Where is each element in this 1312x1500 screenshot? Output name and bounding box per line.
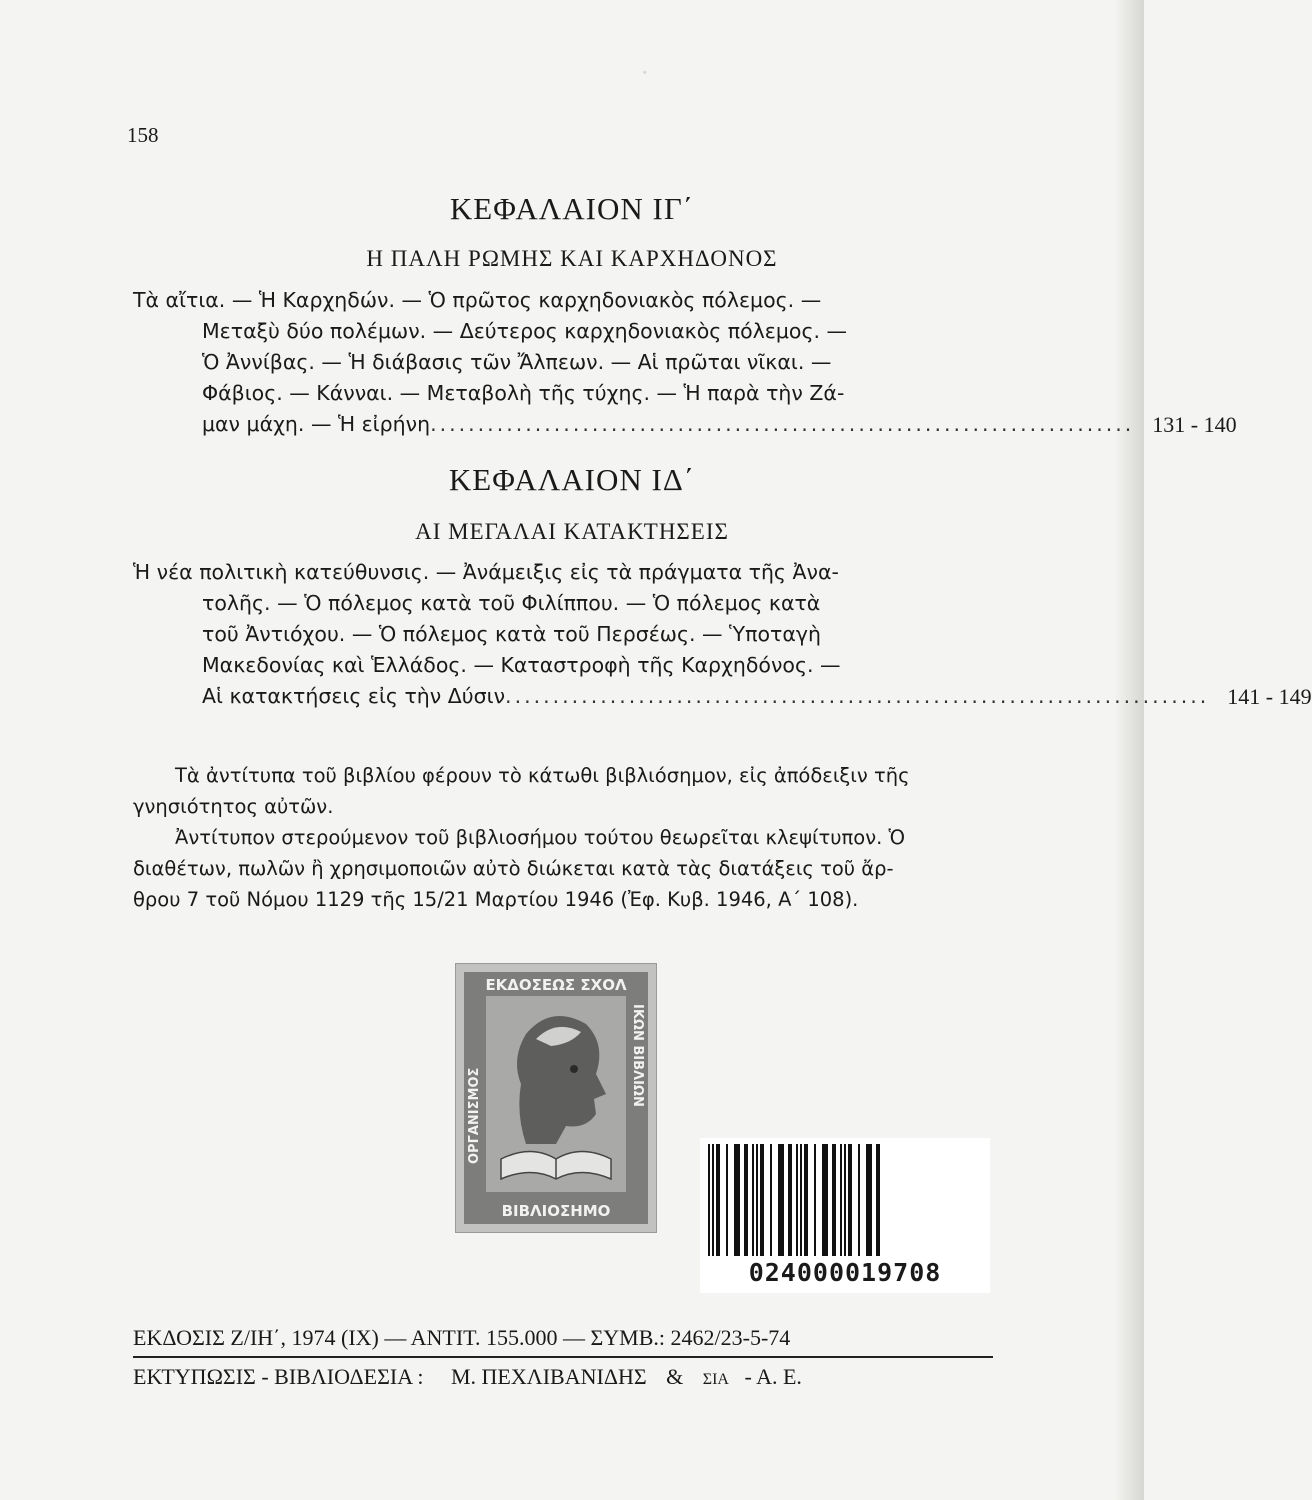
barcode-bar	[848, 1144, 852, 1256]
authenticity-notice	[133, 760, 973, 915]
contents-line: Αἱ κατακτήσεις εἰς τὴν Δύσιν	[202, 684, 506, 708]
barcode-bar	[788, 1144, 792, 1256]
barcode-bar	[744, 1144, 748, 1256]
barcode-bar	[734, 1144, 740, 1256]
barcode-bar	[708, 1144, 710, 1256]
printer-ampersand: &	[666, 1364, 684, 1389]
barcode-bar	[716, 1144, 720, 1256]
barcode-bars	[706, 1144, 984, 1256]
barcode-bar	[876, 1144, 880, 1256]
barcode-bar	[814, 1144, 816, 1256]
edition-line: ΕΚΔΟΣΙΣ Ζ/ΙΗ΄, 1974 (ΙΧ) — ΑΝΤΙΤ. 155.000 — ΣΥΜΒ.: 2462/23-5-74	[133, 1325, 791, 1350]
chapter-title: ΚΕΦΑΛΑΙΟΝ ΙΓ΄	[449, 191, 695, 226]
chapter-title: ΚΕΦΑΛΑΙΟΝ ΙΔ΄	[448, 462, 696, 497]
barcode-bar	[756, 1144, 758, 1256]
dot-leader: ..........................................................................	[430, 412, 1135, 436]
contents-line: μαν μάχη. — Ἡ εἰρήνη	[202, 412, 431, 436]
dot-leader: ..........................................................................	[505, 684, 1210, 708]
contents-line: Φάβιος. — Κάνναι. — Μεταβολὴ τῆς τύχης. — Ἡ παρὰ τὴν Ζά-	[202, 381, 845, 405]
chapter-subtitle: Η ΠΑΛΗ ΡΩΜΗΣ ΚΑΙ ΚΑΡΧΗΔΟΝΟΣ	[366, 246, 778, 271]
barcode-bar	[726, 1144, 728, 1256]
notice-line: Ἀντίτυπον στερούμενον τοῦ βιβλιοσήμου τούτου θεωρεῖται κλεψίτυπον. Ὁ	[175, 826, 906, 849]
barcode-bar	[752, 1144, 754, 1256]
contents-line: τοῦ Ἀντιόχου. — Ὁ πόλεμος κατὰ τοῦ Περσέως. — Ὑποταγὴ	[202, 622, 821, 646]
barcode-bar	[760, 1144, 764, 1256]
contents-last-line	[133, 409, 1237, 440]
notice-line: διαθέτων, πωλῶν ἢ χρησιμοποιῶν αὐτὸ διώκεται κατὰ τὰς διατάξεις τοῦ ἄρ-	[133, 857, 894, 880]
notice-line: Τὰ ἀντίτυπα τοῦ βιβλίου φέρουν τὸ κάτωθι βιβλιόσημον, εἰς ἀπόδειξιν τῆς	[175, 764, 910, 787]
printer-name: Μ. ΠΕΧΛΙΒΑΝΙΔΗΣ	[450, 1364, 647, 1389]
contents-line: Μεταξὺ δύο πολέμων. — Δεύτερος καρχηδονιακὸς πόλεμος. —	[202, 319, 848, 343]
barcode	[700, 1138, 990, 1293]
chapter-contents	[133, 285, 1237, 440]
barcode-bar	[712, 1144, 714, 1256]
page-range: 131 - 140	[1152, 412, 1237, 437]
barcode-bar	[822, 1144, 828, 1256]
printer-label: ΕΚΤΥΠΩΣΙΣ - ΒΙΒΛΙΟΔΕΣΙΑ :	[133, 1364, 424, 1389]
barcode-bar	[800, 1144, 802, 1256]
barcode-bar	[844, 1144, 846, 1256]
printer-company: ΣΙΑ	[702, 1371, 729, 1388]
contents-line: Ὁ Ἀννίβας. — Ἡ διάβασις τῶν Ἄλπεων. — Αἱ πρῶται νῖκαι. —	[202, 350, 832, 374]
bleed-through-text: ·	[640, 58, 650, 89]
barcode-bar	[796, 1144, 798, 1256]
chapter-contents	[133, 557, 1312, 712]
printer-line	[133, 1364, 993, 1390]
barcode-bar	[840, 1144, 842, 1256]
printer-ae: - Α. Ε.	[744, 1364, 802, 1389]
barcode-bar	[804, 1144, 808, 1256]
book-stamp	[455, 963, 657, 1233]
contents-line: Τὰ αἴτια. — Ἡ Καρχηδών. — Ὁ πρῶτος καρχηδονιακὸς πόλεμος. —	[133, 288, 822, 312]
page-number: 158	[127, 123, 159, 147]
barcode-bar	[832, 1144, 836, 1256]
stamp-text-top: ΕΚΔΟΣΕΩΣ ΣΧΟΛ	[485, 976, 627, 994]
notice-line: γνησιότητος αὐτῶν.	[133, 795, 334, 818]
barcode-bar	[778, 1144, 784, 1256]
notice-line: θρου 7 τοῦ Νόμου 1129 τῆς 15/21 Μαρτίου 1946 (Ἐφ. Κυβ. 1946, Α΄ 108).	[133, 888, 859, 911]
page-range: 141 - 149	[1227, 684, 1312, 709]
chapter-subtitle: ΑΙ ΜΕΓΑΛΑΙ ΚΑΤΑΚΤΗΣΕΙΣ	[415, 519, 729, 544]
stamp-image	[456, 964, 656, 1232]
stamp-text-right: ΙΚΩΝ ΒΙΒΛΙΩΝ	[630, 1004, 645, 1107]
stamp-text-bottom: ΒΙΒΛΙΟΣΗΜΟ	[501, 1202, 611, 1220]
contents-last-line	[133, 681, 1312, 712]
barcode-bar	[858, 1144, 860, 1256]
barcode-bar	[770, 1144, 772, 1256]
barcode-bar	[866, 1144, 872, 1256]
contents-line: Μακεδονίας καὶ Ἑλλάδος. — Καταστροφὴ τῆς Καρχηδόνος. —	[202, 653, 841, 677]
stamp-text-left: ΟΡΓΑΝΙΣΜΟΣ	[467, 1067, 482, 1164]
divider	[133, 1356, 993, 1358]
barcode-number: 024000019708	[748, 1258, 942, 1287]
contents-line: Ἡ νέα πολιτικὴ κατεύθυνσις. — Ἀνάμειξις εἰς τὰ πράγματα τῆς Ἀνα-	[133, 560, 839, 584]
contents-line: τολῆς. — Ὁ πόλεμος κατὰ τοῦ Φιλίππου. — Ὁ πόλεμος κατὰ	[202, 591, 821, 615]
